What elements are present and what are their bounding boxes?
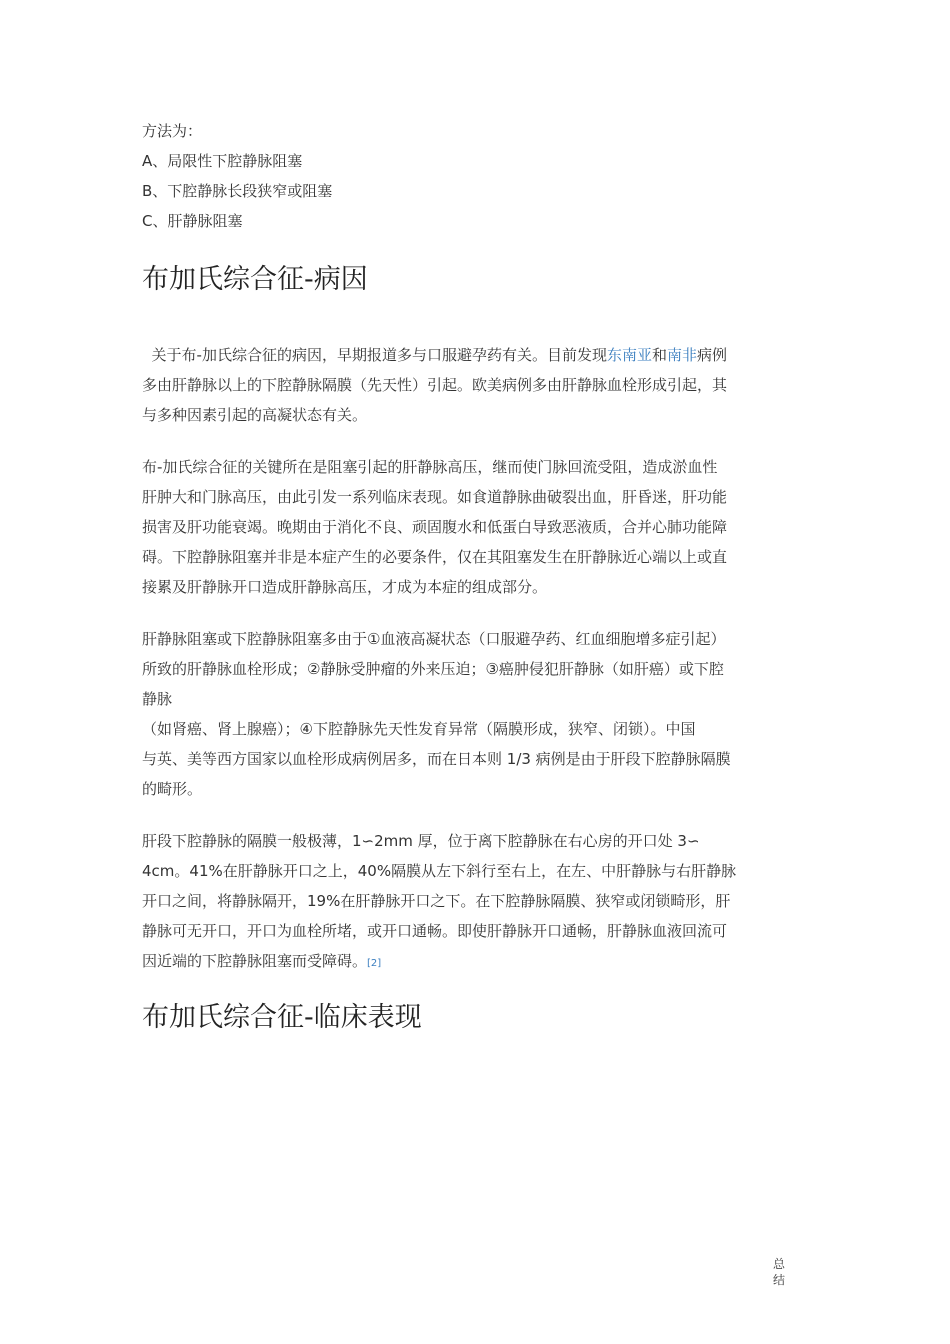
paragraph-line: 肝段下腔静脉的隔膜一般极薄，1∽2mm 厚，位于离下腔静脉在右心房的开口处 3∽	[142, 832, 700, 850]
text-run: 因近端的下腔静脉阻塞而受障碍。	[142, 952, 368, 970]
paragraph-line: 开口之间，将静脉隔开，19%在肝静脉开口之下。在下腔静脉隔膜、狭窄或闭锁畸形，肝	[142, 892, 731, 910]
paragraph-line: （如肾癌、肾上腺癌）；④下腔静脉先天性发育异常（隔膜形成，狭窄、闭锁）。中国	[142, 720, 696, 738]
paragraph-cause-intro	[142, 340, 810, 430]
paragraph-line: 的畸形。	[142, 780, 203, 798]
paragraph-line: 碍。下腔静脉阻塞并非是本症产生的必要条件，仅在其阻塞发生在肝静脉近心端以上或直	[142, 548, 728, 566]
section-heading-cause: 布加氏综合征-病因	[142, 264, 368, 295]
paragraph-line: 多由肝静脉以上的下腔静脉隔膜（先天性）引起。欧美病例多由肝静脉血栓形成引起，其	[142, 376, 728, 394]
footer-char: 结	[772, 1273, 785, 1287]
paragraph-membrane	[142, 826, 810, 979]
text-run: 关于布-加氏综合征的病因，早期报道多与口服避孕药有关。目前发现	[142, 346, 607, 364]
method-list	[142, 116, 332, 236]
page-footer-label	[772, 1256, 786, 1288]
text-run: 和	[651, 346, 667, 364]
paragraph-line: 肝肿大和门脉高压，由此引发一系列临床表现。如食道静脉曲破裂出血，肝昏迷，肝功能	[142, 488, 728, 506]
link-south-africa[interactable]: 南非	[666, 346, 697, 364]
paragraph-line: 与英、美等西方国家以血栓形成病例居多，而在日本则 1/3 病例是由于肝段下腔静脉隔膜	[142, 750, 731, 768]
link-southeast-asia[interactable]: 东南亚	[606, 346, 652, 364]
paragraph-line: 静脉	[142, 690, 173, 708]
paragraph-line	[142, 946, 810, 979]
paragraph-line: 与多种因素引起的高凝状态有关。	[142, 406, 368, 424]
reference-link[interactable]: [2]	[367, 958, 382, 969]
footer-char: 总	[772, 1257, 785, 1271]
paragraph-line: 肝静脉阻塞或下腔静脉阻塞多由于①血液高凝状态（口服避孕药、红血细胞增多症引起）	[142, 630, 726, 648]
paragraph-line	[142, 340, 810, 370]
method-item-b: B、下腔静脉长段狭窄或阻塞	[142, 182, 333, 200]
paragraph-pathogenesis	[142, 452, 810, 602]
paragraph-line: 布-加氏综合征的关键所在是阻塞引起的肝静脉高压，继而使门脉回流受阻，造成淤血性	[142, 458, 718, 476]
paragraph-line: 接累及肝静脉开口造成肝静脉高压，才成为本症的组成部分。	[142, 578, 548, 596]
text-run: 病例	[697, 346, 728, 364]
method-item-a: A、局限性下腔静脉阻塞	[142, 152, 303, 170]
paragraph-obstruction-causes	[142, 624, 810, 804]
paragraph-line: 损害及肝功能衰竭。晚期由于消化不良、顽固腹水和低蛋白导致恶液质，合并心肺功能障	[142, 518, 728, 536]
method-item-c: C、肝静脉阻塞	[142, 212, 243, 230]
paragraph-line: 静脉可无开口，开口为血栓所堵，或开口通畅。即使肝静脉开口通畅，肝静脉血液回流可	[142, 922, 728, 940]
paragraph-line: 所致的肝静脉血栓形成；②静脉受肿瘤的外来压迫；③癌肿侵犯肝静脉（如肝癌）或下腔	[142, 660, 724, 678]
method-lead: 方法为：	[142, 122, 203, 140]
section-heading-clinical: 布加氏综合征-临床表现	[142, 1002, 422, 1033]
paragraph-line: 4cm。41%在肝静脉开口之上，40%隔膜从左下斜行至右上，在左、中肝静脉与右肝静脉	[142, 862, 737, 880]
